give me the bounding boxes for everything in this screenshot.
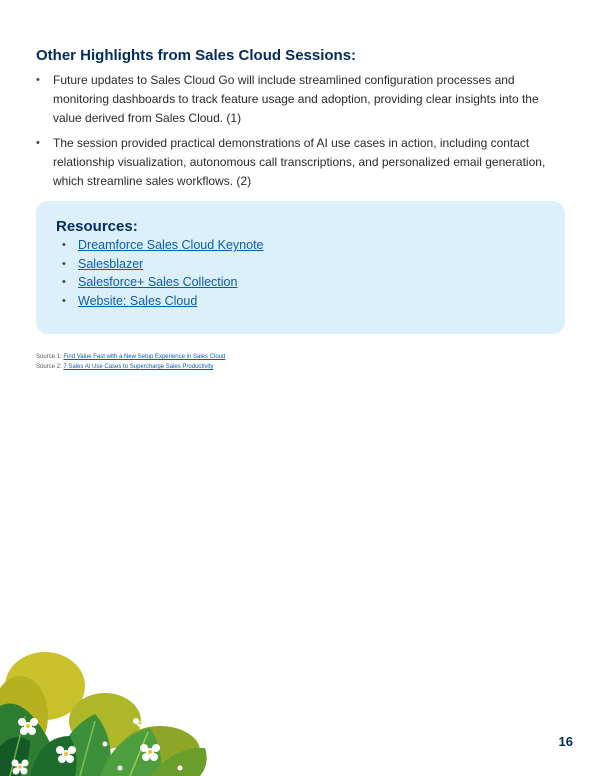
list-item (62, 236, 264, 255)
list-item (36, 134, 566, 191)
section-heading: Other Highlights from Sales Cloud Sessions: (36, 47, 357, 64)
link-website-sales-cloud[interactable]: Website: Sales Cloud (78, 293, 198, 308)
source-line (36, 362, 225, 372)
list-item (62, 273, 264, 292)
foliage-illustration (0, 636, 220, 776)
bullet-icon: • (36, 137, 40, 149)
source-prefix: Source 1: (36, 354, 64, 360)
page-number: 16 (558, 734, 573, 749)
resources-list (62, 236, 264, 310)
resources-box (36, 201, 565, 334)
list-item (62, 255, 264, 274)
source-link[interactable]: Find Value Fast with a New Setup Experience in Sales Cloud (63, 354, 226, 360)
source-prefix: Source 2: (36, 364, 64, 370)
list-item (36, 71, 566, 128)
bullet-icon: • (62, 276, 66, 288)
highlights-list (36, 71, 566, 197)
source-line (36, 352, 225, 362)
list-item-text: Future updates to Sales Cloud Go will include streamlined configuration processes and monitoring dashboards to track feature usage and adoption, providing clear insights into the value derived from Sales Cloud. (1) (53, 73, 539, 125)
bullet-icon: • (36, 74, 40, 86)
sources-footnotes (36, 352, 225, 372)
list-item (62, 292, 264, 311)
resources-title: Resources: (56, 218, 138, 235)
bullet-icon: • (62, 294, 66, 307)
list-item-text: The session provided practical demonstrations of AI use cases in action, including contact relationship visualization, autonomous call transcriptions, and personalized email generation, which streamline sales workflows. (2) (53, 136, 546, 188)
link-salesforce-plus[interactable]: Salesforce+ Sales Collection (78, 275, 238, 289)
bullet-icon: • (62, 257, 66, 270)
bullet-icon: • (62, 239, 66, 251)
link-dreamforce-keynote[interactable]: Dreamforce Sales Cloud Keynote (78, 238, 264, 252)
link-salesblazer[interactable]: Salesblazer (78, 256, 144, 271)
source-link[interactable]: 7 Sales AI Use Cases to Supercharge Sales Productivity (63, 364, 214, 370)
